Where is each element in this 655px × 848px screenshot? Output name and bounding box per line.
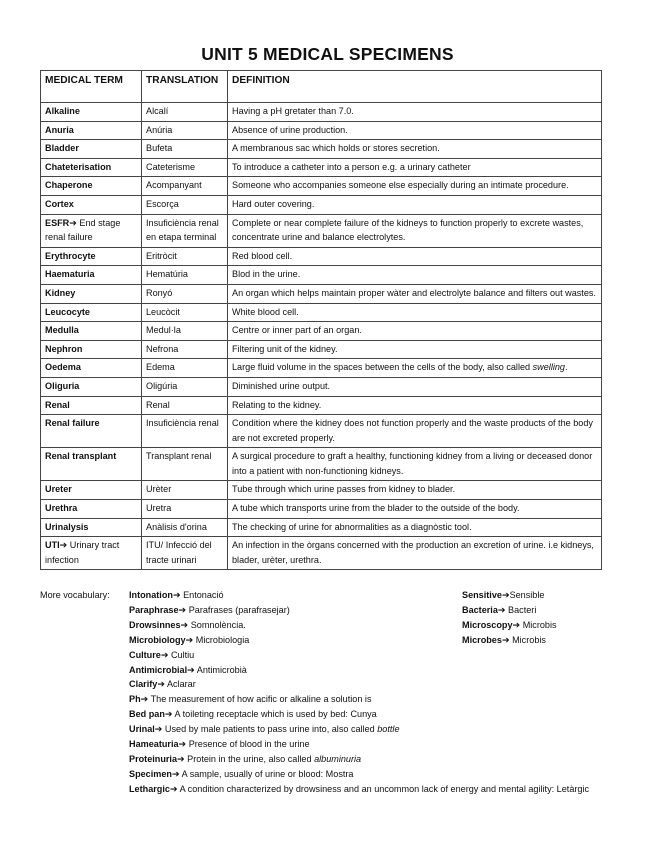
definition-cell — [228, 158, 602, 177]
term-cell — [41, 340, 142, 359]
table-row — [41, 303, 602, 322]
vocabulary-item — [129, 752, 605, 767]
term-text: Urethra — [45, 503, 78, 514]
definition-text: An infection in the òrgans concerned with the production an excretion of urine. i.e kidneys, blader, urèter, urethra. — [232, 540, 594, 565]
table-row — [41, 322, 602, 341]
definition-text: Blod in the urine. — [232, 269, 301, 280]
term-cell — [41, 448, 142, 481]
arrow-icon: ➔ — [157, 679, 165, 690]
arrow-icon: ➔ — [497, 604, 506, 615]
vocabulary-term: Microscopy — [462, 619, 513, 630]
term-cell — [41, 266, 142, 285]
table-row — [41, 266, 602, 285]
table-row — [41, 340, 602, 359]
translation-cell — [142, 195, 228, 214]
vocabulary-item — [462, 603, 612, 618]
definition-text: The checking of urine for abnormalities as a diagnòstic tool. — [232, 521, 472, 532]
vocabulary-translation: Bacteri — [505, 604, 537, 615]
term-cell — [41, 177, 142, 196]
table-row — [41, 500, 602, 519]
vocabulary-item — [462, 588, 612, 603]
vocabulary-item — [129, 737, 605, 752]
vocabulary-item — [129, 782, 605, 797]
table-row — [41, 177, 602, 196]
term-cell — [41, 359, 142, 378]
translation-cell — [142, 415, 228, 448]
vocabulary-translation: A condition characterized by drowsiness and an uncommon lack of energy and mental agility: Letàrgic — [177, 783, 590, 794]
vocabulary-term: Antimicrobial — [129, 664, 188, 675]
header-translation: TRANSLATION — [142, 71, 228, 103]
header-medical-term: MEDICAL TERM — [41, 71, 142, 103]
vocabulary-translation: Sensible — [509, 590, 545, 600]
term-text: Oliguria — [45, 380, 80, 391]
arrow-icon: ➔ — [178, 739, 187, 750]
definition-cell — [228, 322, 602, 341]
translation-text: Urèter — [146, 484, 172, 495]
vocabulary-item — [462, 618, 612, 633]
translation-text: Alcalí — [146, 106, 169, 116]
translation-text: Acompanyant — [146, 180, 202, 191]
definition-cell — [228, 415, 602, 448]
translation-cell — [142, 377, 228, 396]
vocabulary-translation: Parafrases (parafrasejar) — [186, 604, 290, 615]
definition-text: Hard outer covering. — [232, 198, 315, 209]
term-cell — [41, 103, 142, 122]
definition-text: Absence of urine production. — [232, 124, 348, 135]
term-text: ESFR — [45, 217, 70, 228]
term-cell — [41, 537, 142, 570]
term-cell — [41, 247, 142, 266]
vocabulary-term: Proteinuria — [129, 753, 178, 764]
definition-cell — [228, 177, 602, 196]
definition-cell — [228, 518, 602, 537]
definition-cell — [228, 121, 602, 140]
arrow-icon: ➔ — [178, 604, 187, 615]
translation-cell — [142, 247, 228, 266]
arrow-icon: ➔ — [160, 649, 169, 660]
term-cell — [41, 214, 142, 247]
arrow-icon: ➔ — [59, 540, 68, 551]
table-row — [41, 195, 602, 214]
definition-text: Relating to the kidney. — [232, 399, 322, 410]
vocabulary-translation: Entonació — [180, 590, 224, 600]
term-cell — [41, 518, 142, 537]
vocabulary-translation: Protein in the urine, also called — [184, 753, 315, 764]
definition-cell — [228, 377, 602, 396]
term-cell — [41, 158, 142, 177]
translation-cell — [142, 284, 228, 303]
vocabulary-translation: A sample, usually of urine or blood: Mostra — [179, 768, 354, 779]
definition-cell — [228, 359, 602, 378]
header-definition: DEFINITION — [228, 71, 602, 103]
translation-text: Transplant renal — [146, 451, 212, 462]
vocabulary-translation: Aclarar — [164, 679, 196, 690]
definition-cell — [228, 340, 602, 359]
translation-text: Bufeta — [146, 143, 173, 154]
arrow-icon: ➔ — [169, 783, 178, 794]
definition-cell — [228, 266, 602, 285]
vocabulary-translation: Microbis — [520, 619, 557, 630]
term-text: Renal transplant — [45, 451, 117, 462]
translation-cell — [142, 266, 228, 285]
translation-text: Oligúria — [146, 380, 178, 391]
term-text: Ureter — [45, 484, 72, 495]
table-row — [41, 284, 602, 303]
page-title: UNIT 5 MEDICAL SPECIMENS — [201, 44, 454, 64]
definition-text: A surgical procedure to graft a healthy, functioning kidney from a living or deceased donor into a patient with non-functioning kidneys. — [232, 451, 593, 476]
translation-cell — [142, 214, 228, 247]
term-text: Renal failure — [45, 418, 100, 429]
definition-text: Red blood cell. — [232, 250, 293, 261]
definition-cell — [228, 396, 602, 415]
vocabulary-term: Microbiology — [129, 634, 186, 645]
translation-text: Leucòcit — [146, 306, 180, 317]
vocabulary-term: Paraphrase — [129, 604, 179, 615]
glossary-table — [40, 70, 602, 570]
vocabulary-term: Specimen — [129, 768, 172, 779]
translation-text: Insuficiència renal en etapa terminal — [146, 217, 219, 243]
vocabulary-translation: A toileting receptacle which is used by bed: Cunya — [172, 709, 377, 720]
arrow-icon: ➔ — [180, 619, 189, 630]
table-row — [41, 214, 602, 247]
term-text: Urinalysis — [45, 521, 89, 532]
term-cell — [41, 396, 142, 415]
translation-cell — [142, 177, 228, 196]
translation-cell — [142, 121, 228, 140]
vocabulary-translation: Antimicrobià — [194, 664, 247, 675]
term-text: Chateterisation — [45, 161, 112, 172]
translation-cell — [142, 340, 228, 359]
definition-cell — [228, 500, 602, 519]
definition-text: Someone who accompanies someone else especially during an intimate procedure. — [232, 180, 569, 191]
arrow-icon: ➔ — [501, 590, 510, 600]
vocabulary-term: Bed pan — [129, 709, 165, 720]
translation-text: Anúria — [146, 124, 173, 135]
translation-text: Uretra — [146, 503, 172, 514]
vocabulary-term: Intonation — [129, 590, 173, 600]
table-row — [41, 377, 602, 396]
translation-text: Nefrona — [146, 343, 179, 354]
vocabulary-item — [129, 692, 605, 707]
term-cell — [41, 322, 142, 341]
translation-cell — [142, 322, 228, 341]
table-row — [41, 158, 602, 177]
translation-cell — [142, 537, 228, 570]
definition-cell — [228, 284, 602, 303]
translation-text: Anàlisis d'orina — [146, 521, 207, 532]
table-row — [41, 537, 602, 570]
term-expansion: Urinary tract infection — [45, 540, 120, 565]
vocabulary-translation: Presence of blood in the urine — [186, 739, 310, 750]
vocabulary-item — [129, 648, 605, 663]
vocabulary-translation: Microbiologia — [193, 634, 250, 645]
table-row — [41, 103, 602, 122]
definition-text: Having a pH gretater than 7.0. — [232, 106, 354, 116]
vocabulary-term: Microbes — [462, 634, 502, 645]
definition-cell — [228, 214, 602, 247]
table-row — [41, 415, 602, 448]
table-row — [41, 247, 602, 266]
term-text: Kidney — [45, 287, 76, 298]
term-text: Renal — [45, 399, 70, 410]
vocabulary-term: Clarify — [129, 679, 158, 690]
translation-cell — [142, 140, 228, 159]
term-cell — [41, 481, 142, 500]
translation-cell — [142, 448, 228, 481]
arrow-icon: ➔ — [177, 753, 185, 764]
term-text: Leucocyte — [45, 306, 90, 317]
translation-text: Eritròcit — [146, 250, 177, 261]
term-text: Alkaline — [45, 106, 80, 116]
table-row — [41, 481, 602, 500]
definition-text: An organ which helps maintain proper wàter and electrolyte balance and filters out wastes. — [232, 287, 596, 298]
definition-text: Tube through which urine passes from kidney to blader. — [232, 484, 456, 495]
table-row — [41, 396, 602, 415]
definition-text: Centre or inner part of an organ. — [232, 325, 362, 336]
table-header-row — [41, 71, 602, 103]
term-text: UTI — [45, 540, 60, 551]
translation-cell — [142, 500, 228, 519]
term-text: Anuria — [45, 124, 74, 135]
term-text: Nephron — [45, 343, 83, 354]
definition-cell — [228, 537, 602, 570]
definition-text: Diminished urine output. — [232, 380, 331, 391]
definition-cell — [228, 247, 602, 266]
vocabulary-item — [129, 663, 605, 678]
definition-cell — [228, 448, 602, 481]
translation-cell — [142, 396, 228, 415]
table-row — [41, 359, 602, 378]
glossary-body — [41, 103, 602, 570]
vocabulary-term: Sensitive — [462, 590, 502, 600]
translation-text: Medul·la — [146, 325, 181, 336]
term-text: Cortex — [45, 198, 74, 209]
term-text: Bladder — [45, 143, 79, 154]
translation-text: Ronyó — [146, 287, 173, 298]
definition-text: Filtering unit of the kidney. — [232, 343, 338, 354]
term-cell — [41, 303, 142, 322]
term-text: Haematuria — [45, 269, 95, 280]
translation-text: Hematúria — [146, 269, 188, 280]
translation-text: Insuficiència renal — [146, 418, 219, 429]
definition-text: To introduce a catheter into a person e.g. a urinary catheter — [232, 161, 471, 172]
term-cell — [41, 284, 142, 303]
definition-text: Large fluid volume in the spaces between the cells of the body, also called — [232, 362, 533, 373]
term-cell — [41, 500, 142, 519]
term-text: Chaperone — [45, 180, 93, 191]
vocabulary-term: Culture — [129, 649, 161, 660]
term-text: Medulla — [45, 325, 79, 336]
translation-cell — [142, 158, 228, 177]
translation-cell — [142, 518, 228, 537]
vocabulary-item — [129, 767, 605, 782]
vocabulary-item — [462, 633, 612, 648]
translation-text: Renal — [146, 399, 170, 410]
vocabulary-term: Urinal — [129, 724, 155, 735]
definition-tail: . — [564, 362, 568, 373]
term-text: Erythrocyte — [45, 250, 96, 261]
translation-text: Escorça — [146, 198, 179, 209]
term-cell — [41, 377, 142, 396]
definition-cell — [228, 195, 602, 214]
table-row — [41, 448, 602, 481]
arrow-icon: ➔ — [501, 634, 510, 645]
vocabulary-item — [129, 722, 605, 737]
definition-cell — [228, 481, 602, 500]
translation-text: Edema — [146, 362, 175, 373]
arrow-icon: ➔ — [171, 768, 180, 779]
vocabulary-translation: Microbis — [509, 634, 546, 645]
vocabulary-translation: Cultiu — [168, 649, 195, 660]
arrow-icon: ➔ — [69, 217, 77, 228]
arrow-icon: ➔ — [172, 590, 181, 600]
vocabulary-translation: The measurement of how acific or alkaline a solution is — [148, 694, 372, 705]
vocabulary-translation: Somnolència. — [188, 619, 246, 630]
vocabulary-term: Hameaturia — [129, 739, 179, 750]
vocabulary-term: Drowsinnes — [129, 619, 181, 630]
term-expansion: End stage renal failure — [45, 217, 121, 243]
term-cell — [41, 140, 142, 159]
translation-cell — [142, 481, 228, 500]
arrow-icon: ➔ — [187, 664, 195, 675]
translation-cell — [142, 359, 228, 378]
arrow-icon: ➔ — [154, 724, 163, 735]
arrow-icon: ➔ — [185, 634, 194, 645]
definition-text: A membranous sac which holds or stores secretion. — [232, 143, 440, 154]
translation-cell — [142, 303, 228, 322]
vocabulary-term: Bacteria — [462, 604, 498, 615]
term-cell — [41, 415, 142, 448]
definition-emphasis: swelling — [532, 362, 565, 373]
arrow-icon: ➔ — [164, 709, 173, 720]
table-row — [41, 518, 602, 537]
translation-text: ITU/ Infecció del tracte urinari — [146, 540, 212, 565]
translation-cell — [142, 103, 228, 122]
definition-cell — [228, 303, 602, 322]
vocabulary-column-2 — [462, 588, 612, 648]
arrow-icon: ➔ — [512, 619, 521, 630]
vocabulary-emphasis: bottle — [377, 724, 400, 735]
definition-cell — [228, 140, 602, 159]
vocabulary-emphasis: albuminuria — [314, 753, 362, 764]
table-row — [41, 140, 602, 159]
definition-text: White blood cell. — [232, 306, 299, 317]
definition-cell — [228, 103, 602, 122]
vocabulary-item — [129, 677, 605, 692]
vocabulary-term: Lethargic — [129, 783, 170, 794]
table-row — [41, 121, 602, 140]
vocabulary-item — [129, 707, 605, 722]
vocabulary-translation: Used by male patients to pass urine into, also called — [162, 724, 378, 735]
definition-text: Condition where the kidney does not function properly and the waste products of the body are not excreted properly. — [232, 418, 593, 443]
arrow-icon: ➔ — [140, 694, 149, 705]
translation-text: Cateterisme — [146, 161, 196, 172]
term-text: Oedema — [45, 362, 81, 373]
vocabulary-term: Ph — [129, 694, 141, 705]
vocabulary-label: More vocabulary: — [40, 590, 110, 600]
definition-text: Complete or near complete failure of the kidneys to function properly to excrete wastes, concentrate urine and balance electrolytes. — [232, 217, 584, 243]
definition-text: A tube which transports urine from the blader to the outside of the body. — [232, 503, 520, 514]
term-cell — [41, 195, 142, 214]
term-cell — [41, 121, 142, 140]
